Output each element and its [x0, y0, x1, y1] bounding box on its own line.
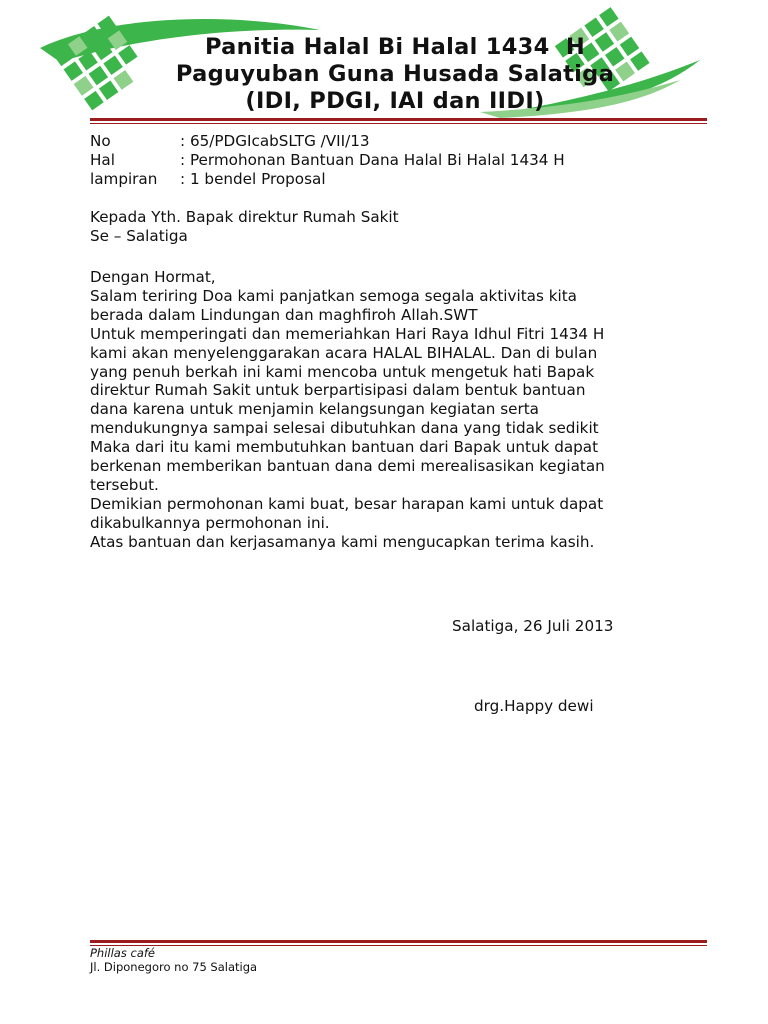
body-line: yang penuh berkah ini kami mencoba untuk mengetuk hati Bapak: [90, 362, 595, 381]
body-line: Untuk memperingati dan memeriahkan Hari Raya Idhul Fitri 1434 H: [90, 324, 605, 343]
body-line: Dengan Hormat,: [90, 268, 216, 286]
footer-address: [90, 946, 257, 974]
body-line: dana karena untuk menjamin kelangsungan kegiatan serta: [90, 400, 539, 419]
meta-key: No: [90, 132, 111, 150]
place-date: Salatiga, 26 Juli 2013: [452, 617, 614, 635]
body-line: kami akan menyelenggarakan acara HALAL BIHALAL. Dan di bulan: [90, 343, 598, 362]
letterhead-title: [0, 34, 768, 115]
header-divider: [90, 118, 707, 124]
recipient-line-1: Kepada Yth. Bapak direktur Rumah Sakit: [90, 208, 399, 226]
body-line: mendukungnya sampai selesai dibutuhkan dana yang tidak sedikit: [90, 419, 599, 438]
meta-row-number: [90, 132, 565, 151]
letter-meta: [90, 132, 565, 189]
body-line: tersebut.: [90, 475, 159, 494]
body-line: dikabulkannya permohonan ini.: [90, 513, 330, 532]
body-line: Demikian permohonan kami buat, besar harapan kami untuk dapat: [90, 494, 604, 513]
title-line-1: Panitia Halal Bi Halal 1434 H: [204, 34, 585, 60]
meta-row-attachment: [90, 170, 565, 189]
meta-row-subject: [90, 151, 565, 170]
title-line-2: Paguyuban Guna Husada Salatiga: [175, 61, 615, 87]
recipient-block: [90, 208, 399, 246]
meta-key: Hal: [90, 151, 115, 169]
recipient-line-2: Se – Salatiga: [90, 227, 188, 245]
title-line-3: (IDI, PDGI, IAI dan IIDI): [245, 88, 545, 114]
meta-key: lampiran: [90, 170, 158, 188]
body-line: direktur Rumah Sakit untuk berpartisipasi dalam bentuk bantuan: [90, 381, 586, 400]
meta-value: : 1 bendel Proposal: [180, 170, 326, 188]
footer-line-1: Phillas café: [90, 946, 155, 960]
body-line: Salam teriring Doa kami panjatkan semoga segala aktivitas kita: [90, 286, 577, 305]
body-line: Maka dari itu kami membutuhkan bantuan dari Bapak untuk dapat: [90, 438, 599, 457]
letter-body: [90, 268, 710, 552]
body-line: berkenan memberikan bantuan dana demi merealisasikan kegiatan: [90, 457, 605, 476]
footer-line-2: Jl. Diponegoro no 75 Salatiga: [90, 960, 258, 974]
meta-value: : 65/PDGIcabSLTG /VII/13: [180, 132, 370, 150]
body-line: Atas bantuan dan kerjasamanya kami mengucapkan terima kasih.: [90, 532, 595, 551]
meta-value: : Permohonan Bantuan Dana Halal Bi Halal 1434 H: [180, 151, 565, 169]
signer-name: drg.Happy dewi: [474, 697, 594, 715]
body-line: berada dalam Lindungan dan maghfiroh Allah.SWT: [90, 305, 478, 324]
